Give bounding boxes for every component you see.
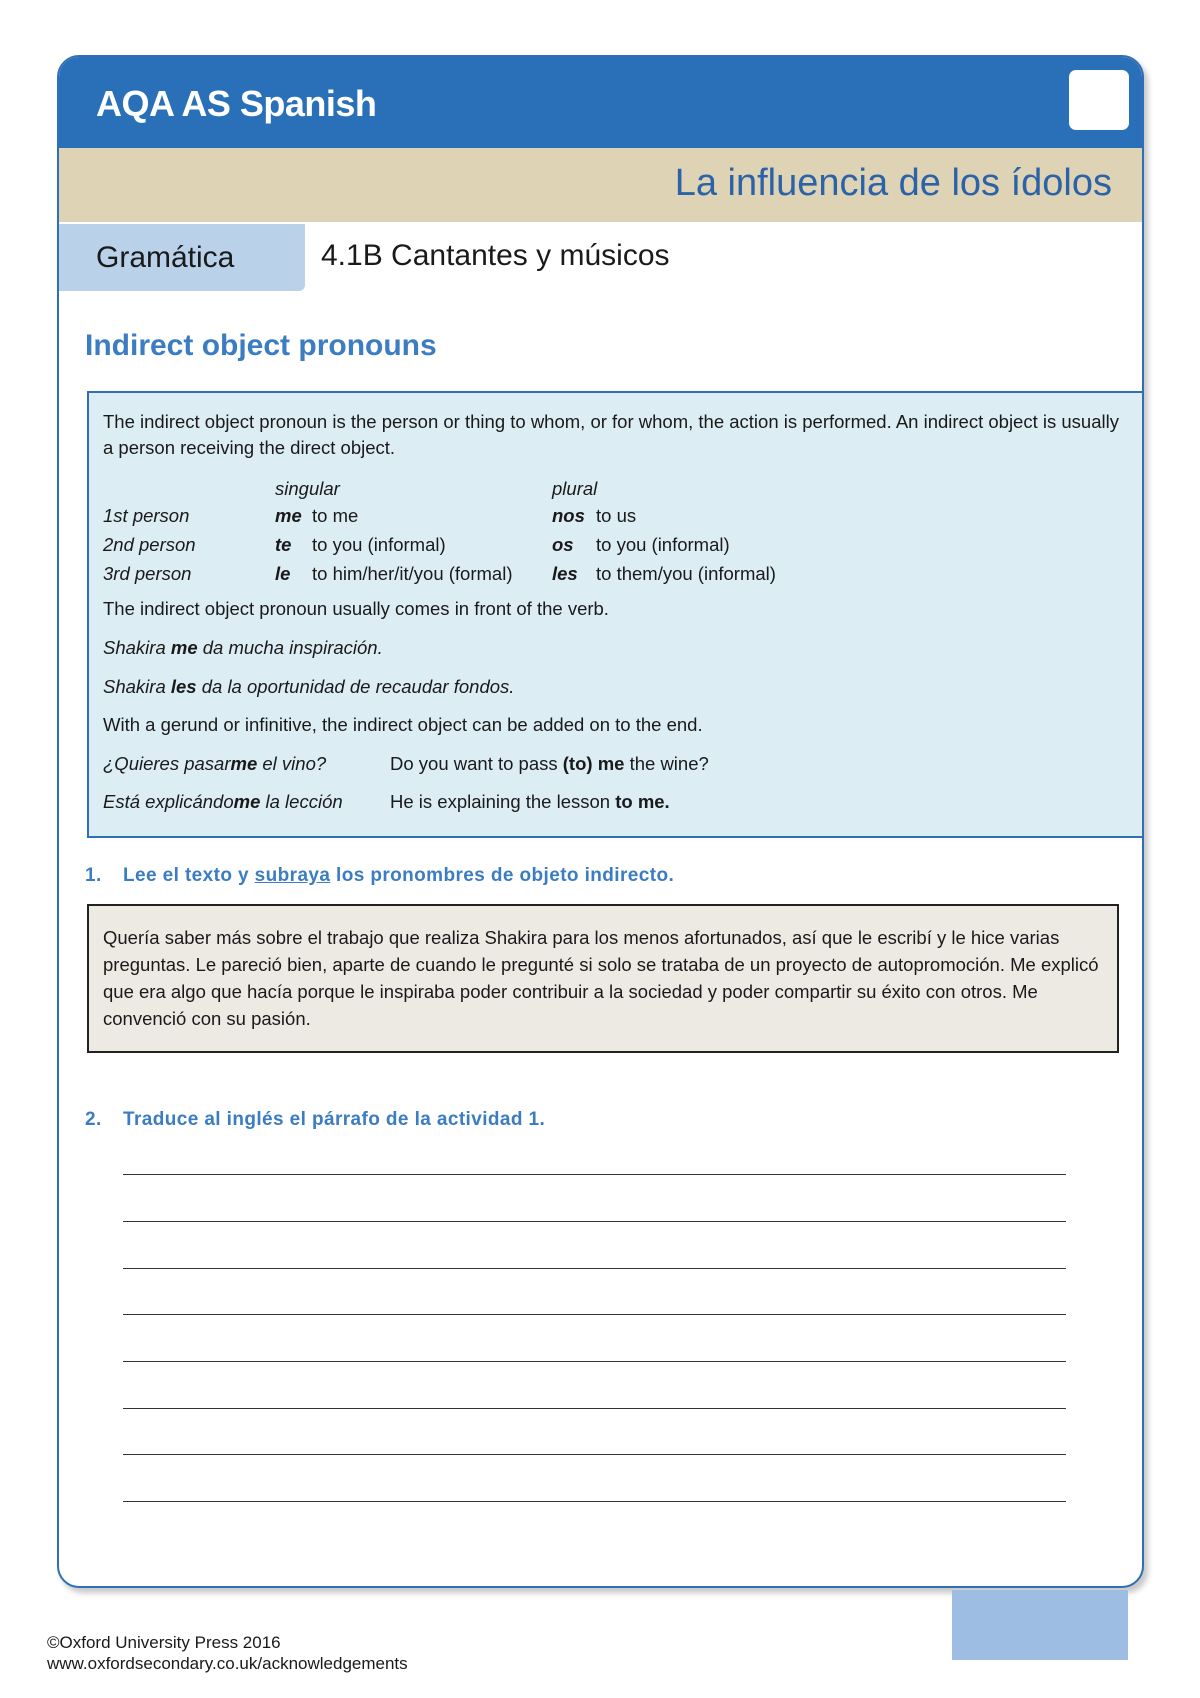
brand-title: AQA AS Spanish	[96, 83, 377, 124]
row-person: 2nd person	[103, 534, 196, 555]
col-header-plural: plural	[552, 478, 598, 499]
gerund-note: With a gerund or infinitive, the indirect object can be added on to the end.	[103, 714, 703, 735]
grammar-heading: Indirect object pronouns	[85, 329, 437, 362]
answer-line[interactable]	[123, 1174, 1066, 1175]
answer-line[interactable]	[123, 1361, 1066, 1362]
activity-2-instruction: 2. Traduce al inglés el párrafo de la actividad 1.	[85, 1109, 546, 1130]
pronoun-plural-meaning: to us	[596, 505, 637, 526]
pronoun-plural: os	[552, 534, 574, 555]
pronoun-singular: me	[275, 505, 302, 526]
pronoun-plural: les	[552, 563, 578, 584]
section-tab-label: Gramática	[96, 241, 235, 274]
brand-bar	[59, 57, 1142, 148]
pronoun-singular-meaning: to me	[312, 505, 359, 526]
example-spanish: Está explicándome la lección	[103, 791, 343, 812]
pronoun-plural-meaning: to you (informal)	[596, 534, 730, 555]
reading-text-box	[87, 904, 1119, 1053]
topic-title: La influencia de los ídolos	[674, 162, 1112, 204]
answer-line[interactable]	[123, 1454, 1066, 1455]
pronoun-singular: le	[275, 563, 291, 584]
acknowledgements-url: www.oxfordsecondary.co.uk/acknowledgements	[47, 1654, 408, 1673]
pronoun-singular: te	[275, 534, 292, 555]
answer-line[interactable]	[123, 1408, 1066, 1409]
grammar-box	[87, 391, 1144, 838]
reading-text: Quería saber más sobre el trabajo que realiza Shakira para los menos afortunados, así que le escribí y le hice varias preguntas. Le pareció bien, aparte de cuando le pregunté si solo se trataba de un proyecto de autopromoción. Me explicó que era algo que hacía porque le inspiraba poder contribuir a la sociedad y poder compartir su éxito con otros. Me convenció con su pasión.	[103, 927, 1099, 1029]
row-person: 1st person	[103, 505, 190, 526]
section-tab	[59, 224, 305, 291]
position-note: The indirect object pronoun usually comes in front of the verb.	[103, 598, 609, 619]
copyright-block	[47, 1632, 408, 1674]
answer-line[interactable]	[123, 1501, 1066, 1502]
pronoun-plural: nos	[552, 505, 585, 526]
worksheet-frame	[57, 55, 1144, 1588]
example-english: He is explaining the lesson to me.	[390, 791, 670, 812]
activity-1-instruction: 1. Lee el texto y subraya los pronombres de objeto indirecto.	[85, 865, 675, 886]
row-person: 3rd person	[103, 563, 192, 584]
example-spanish: ¿Quieres pasarme el vino?	[103, 753, 327, 774]
example-sentence: Shakira me da mucha inspiración.	[103, 637, 383, 658]
col-header-singular: singular	[275, 478, 340, 499]
answer-line[interactable]	[123, 1314, 1066, 1315]
example-sentence: Shakira les da la oportunidad de recaudar fondos.	[103, 676, 515, 697]
pronoun-plural-meaning: to them/you (informal)	[596, 563, 776, 584]
pronoun-singular-meaning: to you (informal)	[312, 534, 446, 555]
corner-box	[1069, 70, 1129, 130]
example-english: Do you want to pass (to) me the wine?	[390, 753, 709, 774]
pronoun-singular-meaning: to him/her/it/you (formal)	[312, 563, 513, 584]
answer-line[interactable]	[123, 1268, 1066, 1269]
unit-title: 4.1B Cantantes y músicos	[321, 239, 670, 272]
copyright-text: ©Oxford University Press 2016	[47, 1633, 281, 1652]
topic-bar	[59, 148, 1142, 222]
answer-line[interactable]	[123, 1221, 1066, 1222]
grammar-intro: The indirect object pronoun is the person or thing to whom, or for whom, the action is performed. An indirect object is usually a person receiving the direct object.	[103, 411, 1119, 458]
footer-tab	[952, 1590, 1128, 1660]
